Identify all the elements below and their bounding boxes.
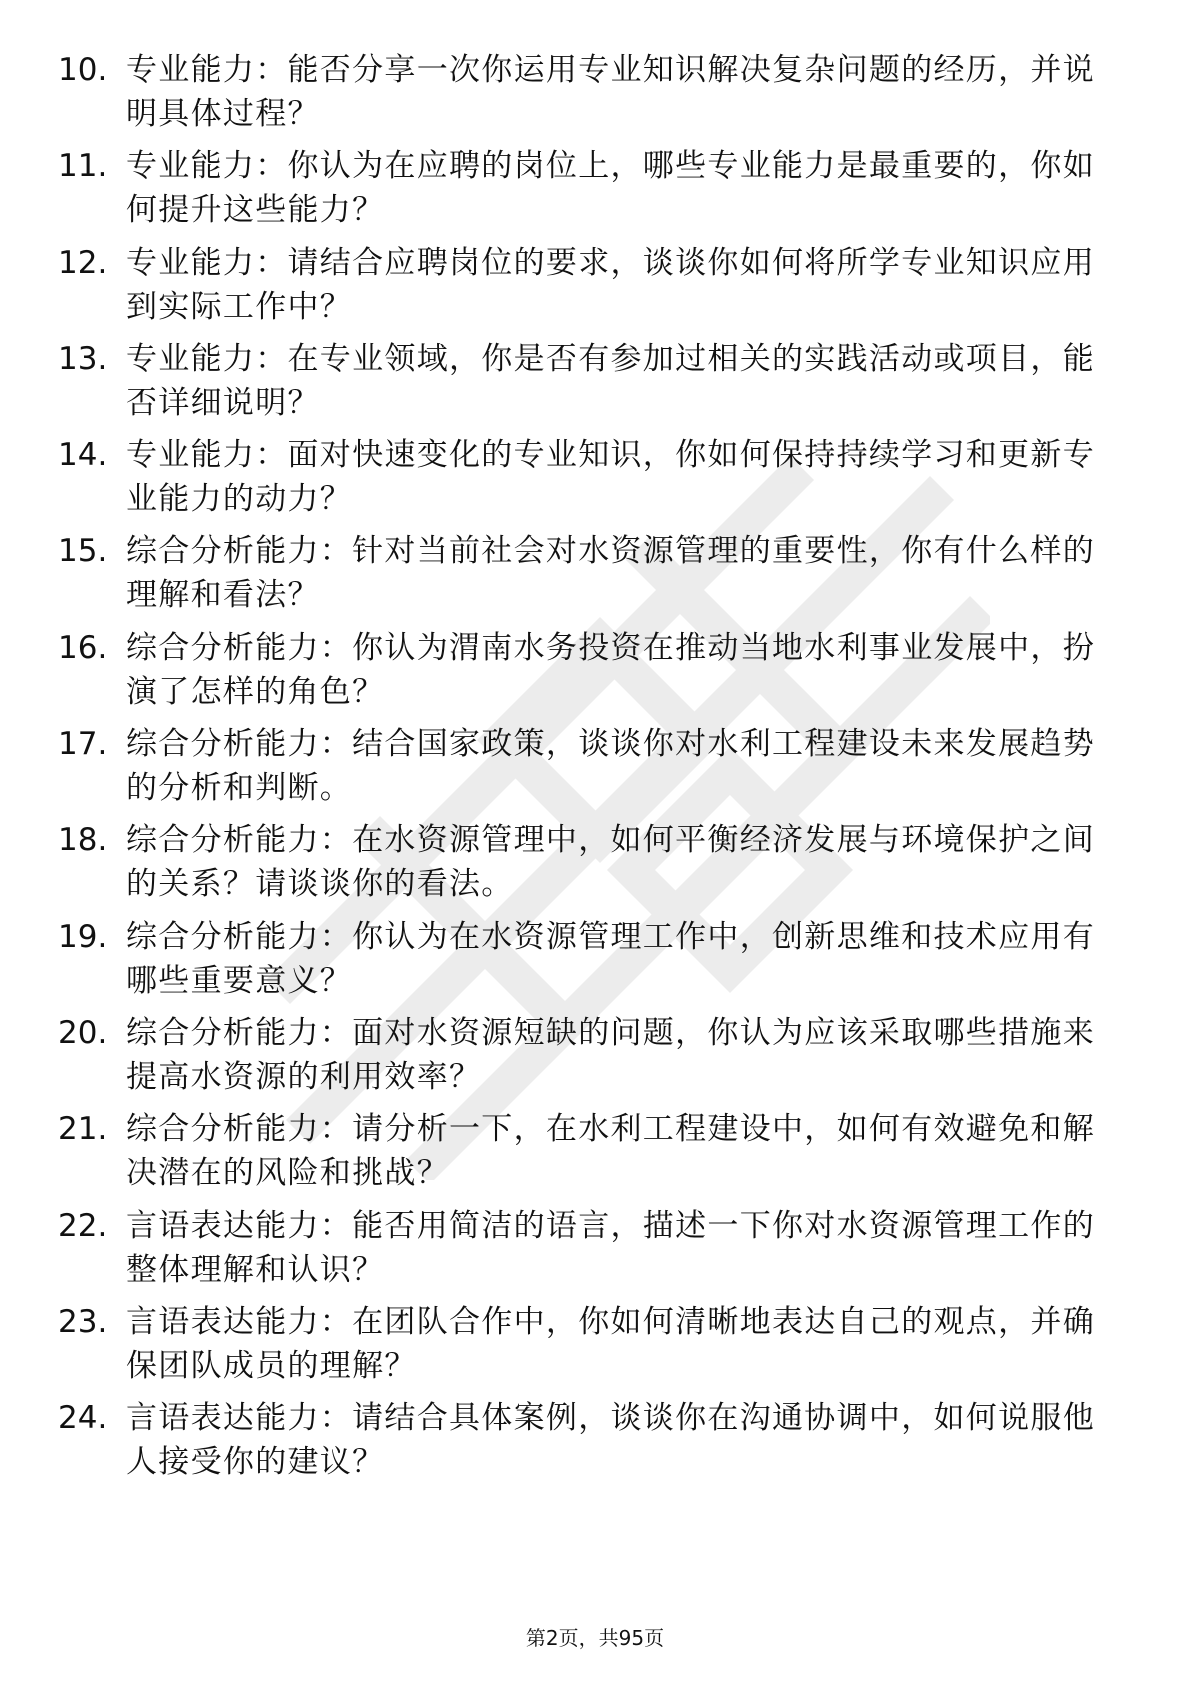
question-number: 11. [58,148,108,185]
question-number: 12. [58,244,108,281]
question-number: 22. [58,1207,108,1244]
question-item [58,1011,1118,1107]
question-text: 专业能力：在专业领域，你是否有参加过相关的实践活动或项目，能否详细说明？ [126,340,1095,421]
question-number: 23. [58,1303,108,1340]
question-text: 综合分析能力：你认为渭南水务投资在推动当地水利事业发展中，扮演了怎样的角色？ [126,629,1095,710]
question-number: 17. [58,726,108,763]
question-text: 综合分析能力：在水资源管理中，如何平衡经济发展与环境保护之间的关系？请谈谈你的看法。 [126,822,1095,903]
question-item [58,626,1118,722]
question-number: 19. [58,918,108,955]
question-item [58,818,1118,914]
question-item [58,529,1118,625]
question-item [58,241,1118,337]
question-item [58,433,1118,529]
question-item [58,1396,1118,1492]
question-number: 18. [58,822,108,859]
question-text: 专业能力：能否分享一次你运用专业知识解决复杂问题的经历，并说明具体过程？ [126,52,1095,132]
question-text: 综合分析能力：你认为在水资源管理工作中，创新思维和技术应用有哪些重要意义？ [126,918,1095,999]
question-text: 综合分析能力：针对当前社会对水资源管理的重要性，你有什么样的理解和看法？ [126,533,1095,614]
question-number: 24. [58,1400,108,1437]
question-number: 20. [58,1014,108,1051]
question-number: 16. [58,629,108,666]
question-item [58,1204,1118,1300]
question-text: 综合分析能力：结合国家政策，谈谈你对水利工程建设未来发展趋势的分析和判断。 [126,726,1095,807]
question-text: 言语表达能力：请结合具体案例，谈谈你在沟通协调中，如何说服他人接受你的建议？ [126,1400,1095,1481]
question-item [58,722,1118,818]
question-number: 21. [58,1111,108,1148]
question-text: 综合分析能力：面对水资源短缺的问题，你认为应该采取哪些措施来提高水资源的利用效率？ [126,1014,1095,1095]
question-number: 15. [58,533,108,570]
question-text: 言语表达能力：在团队合作中，你如何清晰地表达自己的观点，并确保团队成员的理解？ [126,1303,1095,1384]
question-text: 专业能力：面对快速变化的专业知识，你如何保持持续学习和更新专业能力的动力？ [126,437,1095,518]
question-item [58,144,1118,240]
question-item [58,337,1118,433]
question-text: 专业能力：请结合应聘岗位的要求，谈谈你如何将所学专业知识应用到实际工作中？ [126,244,1095,325]
question-item [58,1107,1118,1203]
question-text: 专业能力：你认为在应聘的岗位上，哪些专业能力是最重要的，你如何提升这些能力？ [126,148,1095,229]
question-text: 综合分析能力：请分析一下，在水利工程建设中，如何有效避免和解决潜在的风险和挑战？ [126,1111,1095,1192]
question-list [58,48,1118,1492]
question-text: 言语表达能力：能否用简洁的语言，描述一下你对水资源管理工作的整体理解和认识？ [126,1207,1095,1288]
question-item [58,1300,1118,1396]
question-number: 13. [58,340,108,377]
page-indicator: 第2页，共95页 [525,1626,665,1650]
question-item [58,915,1118,1011]
question-item [58,48,1118,144]
question-number: 14. [58,437,108,474]
question-number: 10. [58,52,108,88]
